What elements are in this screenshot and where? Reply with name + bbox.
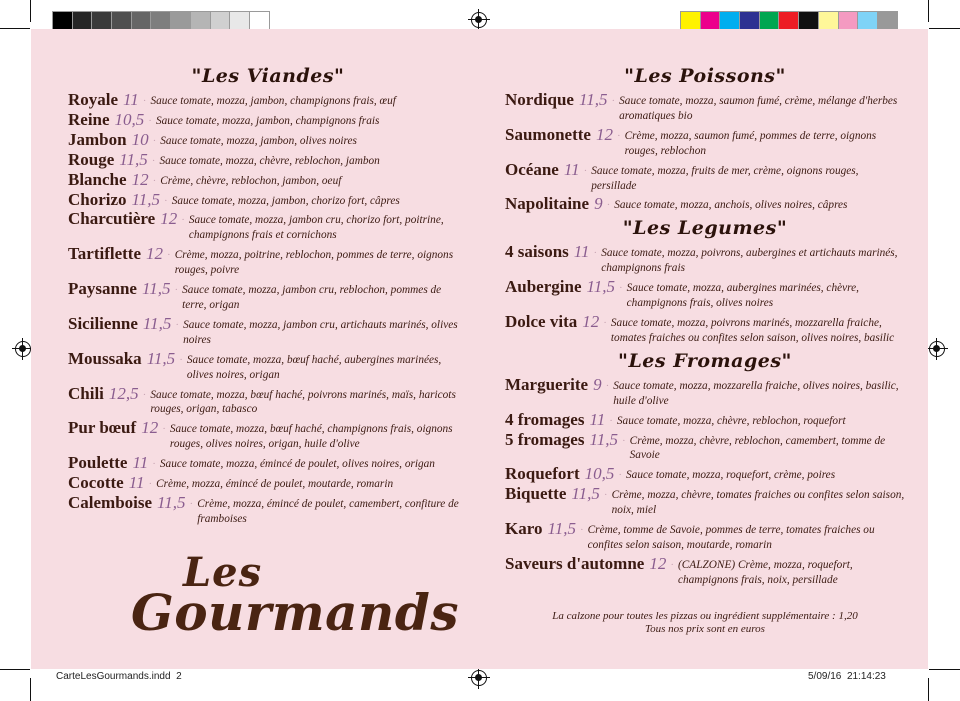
pizza-price: 12 — [160, 209, 178, 229]
pizza-ingredients: Sauce tomate, mozza, émincé de poulet, olives noires, origan — [159, 458, 435, 471]
registration-mark-icon — [471, 670, 487, 686]
pizza-price: 11,5 — [578, 90, 608, 109]
menu-item — [505, 520, 905, 553]
separator-dot-icon: · — [179, 353, 183, 366]
pizza-name: Chorizo — [68, 189, 127, 209]
slug-filename: CarteLesGourmands.indd 2 — [56, 671, 182, 682]
crop-mark — [30, 0, 31, 22]
pizza-name: Tartiflette — [68, 244, 142, 264]
pizza-price: 11,5 — [586, 277, 615, 297]
registration-mark-icon — [929, 341, 945, 357]
pizza-name: Sicilienne — [68, 313, 138, 333]
separator-dot-icon: · — [175, 318, 180, 331]
pizza-ingredients: Crème, tomme de Savoie, pommes de terre, tomates fraiches ou confites selon saison, moutarde, romarin — [587, 524, 875, 551]
menu-item — [505, 431, 905, 464]
separator-dot-icon: · — [148, 478, 153, 491]
menu-item — [68, 151, 468, 169]
separator-dot-icon: · — [621, 434, 626, 447]
pizza-name: Roquefort — [505, 464, 580, 484]
menu-item — [68, 474, 468, 492]
separator-dot-icon: · — [152, 174, 157, 187]
menu-item — [68, 315, 468, 348]
menu-item — [505, 278, 905, 311]
menu-item — [505, 126, 905, 159]
registration-mark-icon — [471, 12, 487, 28]
separator-dot-icon: · — [152, 458, 156, 471]
separator-dot-icon: · — [151, 154, 156, 167]
separator-dot-icon: · — [583, 164, 588, 177]
separator-dot-icon: · — [603, 489, 608, 502]
pizza-ingredients: Sauce tomate, mozza, aubergines marinées, chèvre, champignons frais, olives noires — [626, 282, 859, 310]
pizza-ingredients: Crème, mozza, émincé de poulet, moutarde, romarin — [156, 478, 394, 491]
pizza-price: 10,5 — [584, 464, 615, 484]
pizza-name: 4 saisons — [505, 242, 569, 262]
pizza-name: Aubergine — [505, 277, 582, 297]
pizza-price: 11,5 — [571, 484, 600, 504]
crop-mark — [928, 678, 929, 701]
pizza-price: 12 — [649, 553, 667, 573]
pizza-price: 11,5 — [547, 519, 576, 539]
menu-item — [505, 161, 905, 194]
pizza-price: 11 — [573, 242, 590, 262]
pizza-ingredients: Sauce tomate, mozza, saumon fumé, crème, mélange d'herbes aromatiques bio — [619, 95, 898, 122]
pizza-price: 11 — [128, 473, 145, 493]
separator-dot-icon: · — [162, 423, 166, 436]
crop-mark — [30, 678, 31, 701]
separator-dot-icon: · — [164, 194, 168, 207]
pizza-name: Royale — [68, 90, 119, 109]
separator-dot-icon: · — [616, 129, 621, 142]
menu-item — [68, 454, 468, 472]
menu-item — [505, 465, 905, 483]
pizza-price: 11,5 — [141, 279, 171, 299]
pizza-ingredients: Crème, mozza, émincé de poulet, camembert, confiture de framboises — [197, 497, 459, 525]
menu-item — [68, 419, 468, 452]
pizza-price: 12 — [595, 124, 613, 144]
menu-item — [505, 411, 905, 429]
menu-column-right — [505, 65, 905, 590]
pizza-price: 11,5 — [157, 492, 186, 512]
separator-dot-icon: · — [148, 114, 152, 127]
pizza-name: Moussaka — [68, 348, 142, 368]
menu-item — [68, 350, 468, 383]
menu-sheet — [31, 29, 928, 669]
separator-dot-icon: · — [142, 95, 147, 107]
pizza-ingredients: Sauce tomate, mozza, jambon cru, artichauts marinés, olives noires — [183, 318, 458, 346]
registration-mark-icon — [15, 341, 31, 357]
section-heading: "Les Fromages" — [618, 349, 792, 372]
separator-dot-icon: · — [167, 249, 171, 262]
separator-dot-icon: · — [181, 214, 185, 227]
menu-column-left — [68, 65, 468, 529]
separator-dot-icon: · — [603, 316, 607, 329]
pizza-name: Calemboise — [68, 492, 153, 512]
pizza-price: 11 — [132, 453, 149, 473]
pizza-name: Charcutière — [68, 209, 156, 229]
crop-mark — [0, 669, 30, 670]
pizza-price: 9 — [594, 194, 603, 214]
pizza-ingredients: Sauce tomate, mozza, jambon, champignons frais — [155, 114, 380, 127]
pizza-name: Karo — [505, 519, 543, 539]
pizza-ingredients: Sauce tomate, mozza, bœuf haché, poivrons marinés, maïs, haricots rouges, origan, tabasco — [150, 388, 456, 416]
menu-item — [68, 280, 468, 313]
separator-dot-icon: · — [605, 379, 610, 392]
section-heading: "Les Legumes" — [622, 217, 788, 240]
menu-item — [505, 313, 905, 346]
pizza-ingredients: Sauce tomate, mozza, jambon cru, chorizo fort, poitrine, champignons frais et cornichons — [188, 214, 444, 242]
separator-dot-icon: · — [611, 95, 616, 107]
menu-item — [505, 485, 905, 518]
menu-item — [505, 555, 905, 588]
pizza-name: Reine — [68, 109, 110, 129]
pizza-ingredients: Crème, mozza, chèvre, reblochon, camembert, tomme de Savoie — [629, 434, 886, 462]
pizza-price: 11 — [563, 159, 580, 179]
menu-footnote — [505, 610, 905, 636]
pizza-ingredients: Crème, mozza, poitrine, reblochon, pommes de terre, oignons rouges, poivre — [174, 249, 454, 277]
pizza-ingredients: Sauce tomate, mozza, jambon, chorizo fort, câpres — [171, 194, 400, 207]
pizza-price: 12 — [131, 169, 149, 189]
pizza-name: 5 fromages — [505, 429, 585, 449]
pizza-name: Marguerite — [505, 374, 589, 394]
menu-item — [68, 385, 468, 418]
slug-timestamp: 5/09/16 21:14:23 — [808, 671, 886, 682]
menu-item — [505, 243, 905, 276]
crop-mark — [929, 28, 960, 29]
logo-gourmands: Gourmands — [131, 583, 460, 642]
pizza-name: Cocotte — [68, 473, 124, 493]
separator-dot-icon: · — [609, 414, 613, 427]
separator-dot-icon: · — [174, 284, 179, 297]
separator-dot-icon: · — [619, 282, 623, 295]
pizza-ingredients: Crème, mozza, chèvre, tomates fraiches ou confites selon saison, noix, miel — [611, 489, 905, 517]
pizza-price: 11,5 — [119, 149, 148, 169]
pizza-name: Dolce vita — [505, 311, 578, 331]
pizza-name: Saumonette — [505, 124, 591, 144]
pizza-name: Jambon — [68, 129, 127, 149]
menu-item — [505, 376, 905, 409]
pizza-ingredients: (CALZONE) Crème, mozza, roquefort, champignons frais, noix, persillade — [678, 558, 853, 586]
pizza-name: Blanche — [68, 169, 127, 189]
menu-item — [68, 171, 468, 189]
separator-dot-icon: · — [618, 469, 623, 482]
menu-item — [68, 111, 468, 129]
pizza-ingredients: Sauce tomate, mozza, jambon, champignons frais, œuf — [150, 95, 396, 107]
pizza-price: 11 — [123, 90, 139, 109]
separator-dot-icon: · — [593, 247, 598, 260]
restaurant-logo — [131, 549, 491, 664]
pizza-ingredients: Sauce tomate, mozza, chèvre, reblochon, jambon — [159, 154, 380, 167]
pizza-price: 10,5 — [114, 109, 145, 129]
pizza-ingredients: Sauce tomate, mozza, jambon, olives noires — [160, 134, 357, 147]
menu-item — [68, 210, 468, 243]
pizza-ingredients: Sauce tomate, mozza, chèvre, reblochon, roquefort — [616, 414, 846, 427]
pizza-name: Paysanne — [68, 279, 137, 299]
pizza-price: 11,5 — [589, 429, 618, 449]
logo-les: Les — [183, 549, 263, 596]
pizza-name: 4 fromages — [505, 409, 585, 429]
menu-item — [68, 131, 468, 149]
pizza-name: Pur bœuf — [68, 418, 137, 438]
menu-item — [68, 91, 468, 109]
separator-dot-icon: · — [579, 524, 584, 537]
pizza-price: 11,5 — [131, 189, 161, 209]
crop-mark — [928, 0, 929, 22]
pizza-name: Napolitaine — [505, 194, 590, 214]
pizza-price: 11 — [589, 409, 606, 429]
separator-dot-icon: · — [142, 388, 147, 401]
footnote-supplement: La calzone pour toutes les pizzas ou ingrédient supplémentaire : 1,20 — [552, 610, 858, 622]
pizza-ingredients: Sauce tomate, mozza, fruits de mer, crème, oignons rouges, persillade — [591, 164, 859, 192]
section-heading: "Les Poissons" — [624, 65, 786, 87]
pizza-name: Poulette — [68, 453, 128, 473]
pizza-name: Rouge — [68, 149, 115, 169]
menu-item — [68, 245, 468, 278]
section-heading: "Les Viandes" — [191, 65, 345, 87]
crop-mark — [929, 669, 960, 670]
pizza-ingredients: Crème, mozza, saumon fumé, pommes de terre, oignons rouges, reblochon — [624, 129, 877, 157]
footnote-currency: Tous nos prix sont en euros — [645, 623, 765, 636]
pizza-ingredients: Sauce tomate, mozza, bœuf haché, aubergines marinées, olives noires, origan — [186, 353, 442, 381]
separator-dot-icon: · — [189, 497, 194, 510]
menu-item — [68, 191, 468, 209]
menu-item — [68, 494, 468, 527]
pizza-name: Biquette — [505, 484, 567, 504]
crop-mark — [0, 28, 30, 29]
pizza-name: Saveurs d'automne — [505, 553, 645, 573]
pizza-price: 11,5 — [146, 348, 176, 368]
pizza-ingredients: Sauce tomate, mozza, poivrons, aubergines et artichauts marinés, champignons frais — [601, 247, 898, 275]
separator-dot-icon: · — [152, 134, 157, 147]
pizza-name: Nordique — [505, 90, 574, 109]
pizza-price: 12 — [141, 418, 159, 438]
pizza-price: 12 — [582, 311, 600, 331]
pizza-price: 12 — [146, 244, 164, 264]
pizza-ingredients: Crème, chèvre, reblochon, jambon, oeuf — [160, 174, 342, 187]
pizza-ingredients: Sauce tomate, mozza, bœuf haché, champignons frais, oignons rouges, olives noires, origan, huile d'olive — [169, 423, 453, 451]
separator-dot-icon: · — [606, 199, 611, 212]
pizza-price: 11,5 — [142, 313, 172, 333]
pizza-price: 10 — [131, 129, 149, 149]
pizza-price: 12,5 — [108, 383, 139, 403]
menu-item — [505, 91, 905, 124]
pizza-name: Chili — [68, 383, 104, 403]
pizza-price: 9 — [593, 374, 602, 394]
pizza-ingredients: Sauce tomate, mozza, poivrons marinés, mozzarella fraiche, tomates fraiches ou confites selon saison, olives noires, basilic — [610, 316, 895, 344]
menu-item — [505, 195, 905, 213]
pizza-ingredients: Sauce tomate, mozza, mozzarella fraiche, olives noires, basilic, huile d'olive — [613, 379, 899, 407]
pizza-name: Océane — [505, 159, 559, 179]
pizza-ingredients: Sauce tomate, mozza, roquefort, crème, poires — [626, 469, 836, 482]
pizza-ingredients: Sauce tomate, mozza, anchois, olives noires, câpres — [614, 199, 848, 212]
separator-dot-icon: · — [670, 558, 674, 571]
pizza-ingredients: Sauce tomate, mozza, jambon cru, reblochon, pommes de terre, origan — [182, 284, 442, 311]
